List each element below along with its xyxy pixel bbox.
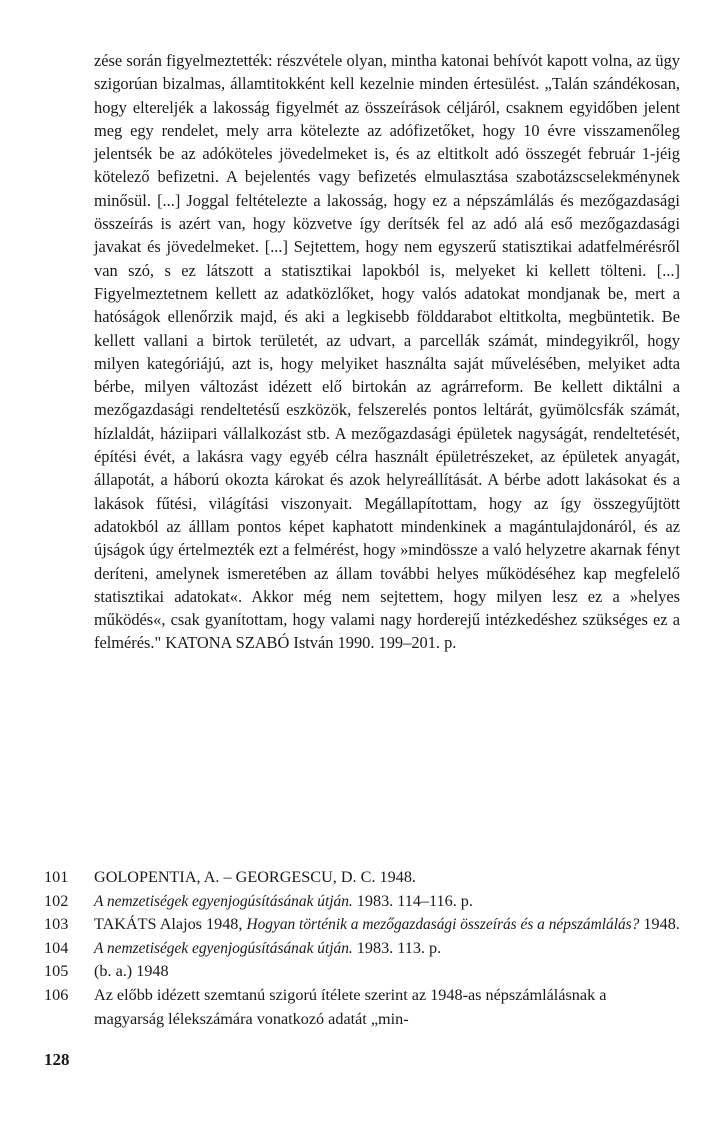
footnote-text: Az előbb idézett szemtanú szigorú ítélete szerint az 1948-as népszámlálásnak a magyarság lélekszámára vonatkozó adatát „min-	[94, 985, 607, 1028]
footnote-text	[94, 890, 680, 914]
footnote-number: 105	[44, 962, 69, 981]
body-paragraph: zése során figyelmeztették: részvétele olyan, mintha katonai behívót kapott volna, az ügy szigorúan bizalmas, államtitokként kell kezelnie minden értesülést. „Talán szándékosan, hogy eltereljék a lakosság figyelmét az összeírások céljáról, csaknem egyidőben jelent meg egy rendelet, mely arra kötelezte az adófizetőket, hogy 10 évre visszamenőleg jelentsék be az adóköteles jövedelmeket is, és az eltitkolt adó összegét február 1-jéig kötelező befizetni. A bejelentés vagy befizetés elmulasztása szabotázscselekménynek minősül. [...] Joggal feltételezte a lakosság, hogy ez a népszámlálás és mezőgazdasági összeírás is azért van, hogy közvetve így derítsék fel az adó alá eső mezőgazdasági javakat és jövedelmeket. [...] Sejtettem, hogy nem egyszerű statisztikai adatfelmérésről van szó, s ez látszott a statisztikai lapokból is, melyeket ki kellett tölteni. [...] Figyelmeztetnem kellett az adatközlőket, hogy valós adatokat mondjanak be, mert a hatóságok ellenőrzik majd, és aki a legkisebb földdarabot eltitkolta, megbüntetik. Be kellett vallani a birtok területét, az udvart, a parcellák számát, mindegyikről, hogy milyen kategóriájú, azt is, hogy melyiket használta saját művelésében, melyiket adta bérbe, milyen változást idézett elő birtokán az agrárreform. Be kellett diktálni a mezőgazdasági rendeltetésű eszközök, felszerelés pontos leltárát, gyümölcsfák számát, hízlaldát, háziipari vállalkozást stb. A mezőgazdasági épületek nagyságát, rendeltetését, építési évét, a lakásra vagy egyéb célra használt épületrészeket, az épületek anyagát, állapotát, a háború okozta károkat és azok helyreállítását. A bérbe adott lakásokat és a lakások fűtési, világítási viszonyait. Megállapítottam, hogy az így összegyűjtött adatokból az álllam pontos képet kaphatott mindenkinek a magántulajdonáról, és az újságok úgy értelmezték ezt a felmérést, hogy »mindössze a való helyzetre akarnak fényt deríteni, amelynek ismeretében az állam további helyes működéséhez kap megfelelő statisztikai adatokat«. Akkor még nem sejtettem, hogy milyen lesz ez a »helyes működés«, csak gyanítottam, hogy valami nagy horderejű intézkedéshez szükséges ez a felmérés." KATONA SZABÓ István 1990. 199–201. p.	[94, 51, 680, 653]
footnote-number: 106	[44, 985, 69, 1004]
footnote-text: GOLOPENTIA, A. – GEORGESCU, D. C. 1948.	[94, 868, 416, 886]
footnote-105	[44, 960, 680, 984]
footnote-citation: 1983. 114–116. p.	[352, 891, 473, 910]
footnote-title: Hogyan történik a mezőgazdasági összeírás és a népszámlálás?	[246, 916, 640, 934]
page-number: 128	[44, 1050, 70, 1069]
footnote-number: 104	[44, 938, 69, 957]
footnote-text	[94, 937, 680, 961]
footnote-number: 103	[44, 915, 69, 934]
footnotes	[44, 866, 680, 1031]
footnote-text: (b. a.) 1948	[94, 962, 169, 981]
footnote-number: 101	[44, 868, 69, 886]
footnote-citation: 1948.	[639, 915, 680, 934]
footnote-text	[94, 913, 680, 937]
footnote-102	[44, 890, 680, 914]
footnote-author: TAKÁTS Alajos 1948,	[94, 915, 247, 934]
footnote-103	[44, 913, 680, 937]
footnote-106	[44, 984, 680, 1031]
footnote-citation: 1983. 113. p.	[352, 938, 442, 957]
footnote-number: 102	[44, 891, 69, 910]
footnote-101	[44, 866, 680, 890]
footnote-title: A nemzetiségek egyenjogúsításának útján.	[94, 892, 353, 910]
footnote-104	[44, 937, 680, 961]
footnote-title: A nemzetiségek egyenjogúsításának útján.	[94, 939, 353, 957]
